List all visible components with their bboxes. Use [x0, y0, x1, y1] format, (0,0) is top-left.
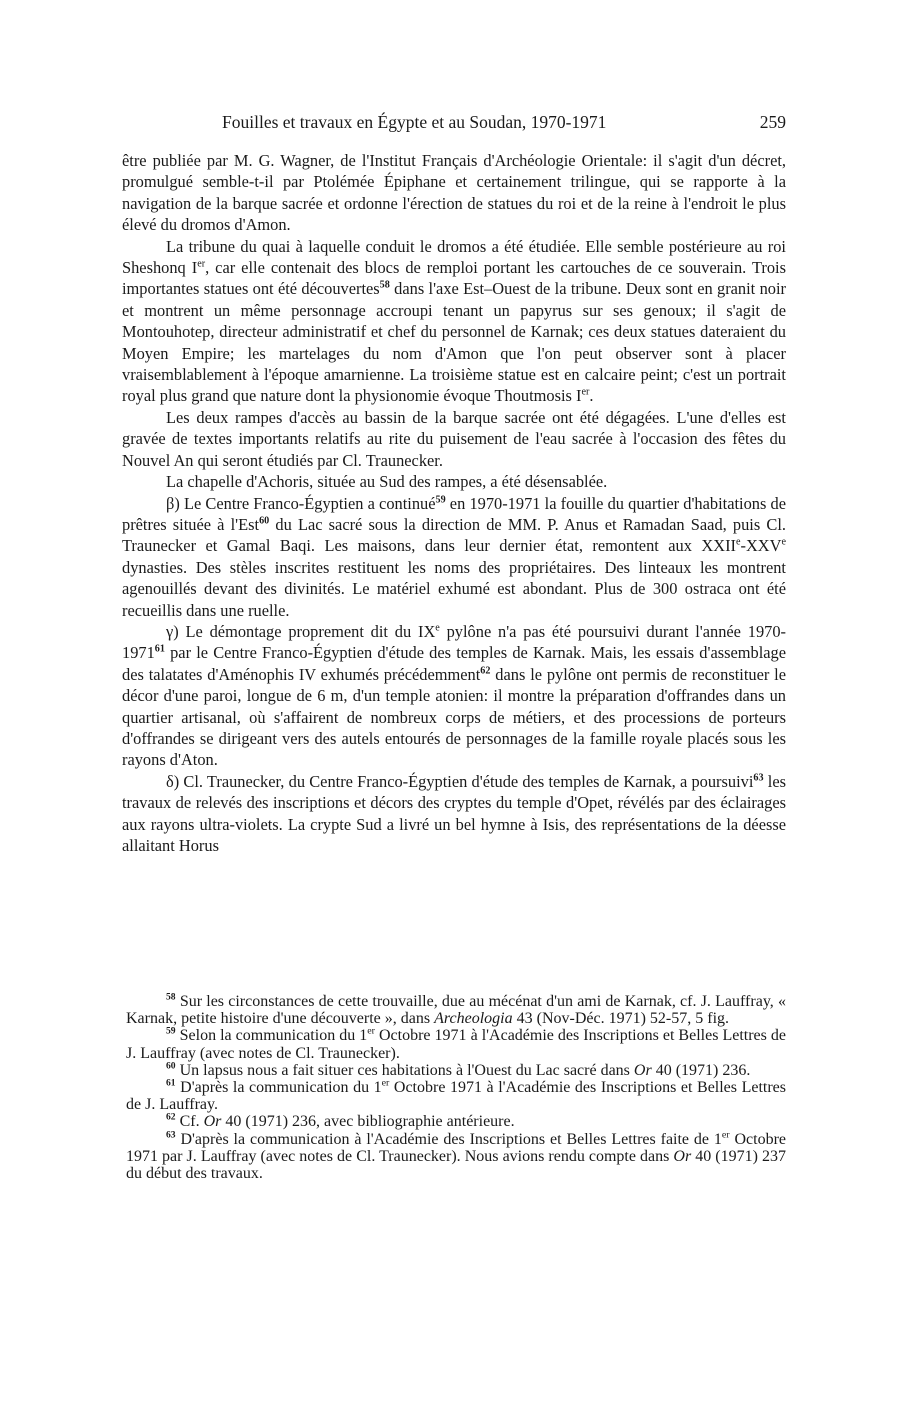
footnote-ref-63[interactable]: 63: [753, 772, 764, 784]
footnote-60: $^{60}$ Un lapsus nous a fait situer ces habitations à l'Ouest du Lac sacré dans Or 40 (1971) 236.: [166, 1060, 751, 1079]
paragraph-achoris: La chapelle d'Achoris, située au Sud des rampes, a été désensablée.: [166, 472, 608, 492]
footnote-61: $^{61}$ D'après la communication du 1er Octobre 1971 à l'Académie des Inscriptions et Belles Lettres de J. Lauffray.: [126, 1077, 786, 1114]
footnote-63: $^{63}$ D'après la communication à l'Académie des Inscriptions et Belles Lettres faite de 1er Octobre 1971 par J. Lauffray (avec notes de Cl. Traunecker). Nous avions rendu compte dans Or 40 (1971) 237 du début des travaux.: [126, 1129, 787, 1183]
footnote-58: $^{58}$ Sur les circonstances de cette trouvaille, due au mécénat d'un ami de Karnak, cf. J. Lauffray, « Karnak, petite histoire d'une découverte », dans Archeologia 43 (Nov-Déc. 1971) 52-57, 5 fig.: [126, 991, 786, 1028]
footnote-ref-58[interactable]: 58: [379, 279, 390, 291]
footnote-59: $^{59}$ Selon la communication du 1er Octobre 1971 à l'Académie des Inscriptions et Belles Lettres de J. Lauffray (avec notes de Cl. Traunecker).: [126, 1026, 786, 1062]
footnote-ref-60[interactable]: 60: [259, 515, 270, 527]
paragraph-delta: δ) Cl. Traunecker, du Centre Franco-Égyptien d'étude des temples de Karnak, a poursuivi$^{63}$ les travaux de relevés des inscriptions et décors des cryptes du temple d'Opet, révélés par des éclairages aux rayons ultra-violets. La crypte Sud a livré un bel hymne à Isis, des représentations de la déesse allaitant Horus: [122, 771, 786, 855]
main-text: [122, 150, 786, 856]
paragraph-gamma: γ) Le démontage proprement dit du IXe pylône n'a pas été poursuivi durant l'année 1970-1971$^{61}$ par le Centre Franco-Égyptien d'étude des temples de Karnak. Mais, les essais d'assemblage des talatates d'Aménophis IV exhumés précédemment$^{62}$ dans le pylône ont permis de reconstituer le décor d'une paroi, longue de 6 m, d'un temple atonien: il montre la préparation d'offrandes dans un quartier artisanal, où s'affairent de nombreux corps de métiers, et des processions de porteurs d'offrandes se dirigeant vers des autels entourés de personnages de la famille royale placés sous les rayons d'Aton.: [122, 621, 786, 770]
footnote-ref-62[interactable]: 62: [480, 665, 491, 677]
paragraph-tribune: La tribune du quai à laquelle conduit le dromos a été étudiée. Elle semble postérieure au roi Sheshonq Ier, car elle contenait des blocs de remploi portant les cartouches de ce souverain. Trois importantes statues ont été découvertes$^{58}$ dans l'axe Est–Ouest de la tribune. Deux sont en granit noir et montrent un même personnage accroupi tenant un papyrus sur ses genoux; il s'agit de Montouhotep, directeur administratif et chef du personnel de Karnak; ces deux statues dateraient du Moyen Empire; les martelages du nom d'Amon que l'on peut observer sont à placer vraisemblablement à l'époque amarnienne. La troisième statue est en calcaire peint; c'est un portrait royal plus grand que nature dont la physionomie évoque Thoutmosis Ier.: [122, 236, 786, 406]
footnote-ref-59[interactable]: 59: [435, 494, 446, 506]
running-title: Fouilles et travaux en Égypte et au Soudan, 1970-1971: [222, 112, 607, 132]
paragraph-decree: être publiée par M. G. Wagner, de l'Institut Français d'Archéologie Orientale: il s'agit d'un décret, promulgué semble-t-il par Ptolémée Épiphane et certainement trilingue, qui se rapporte à la navigation de la barque sacrée et ordonne l'érection de statues du roi et de la reine à l'endroit le plus élevé du dromos d'Amon.: [122, 151, 786, 235]
footnote-62: $^{62}$ Cf. Or 40 (1971) 236, avec bibliographie antérieure.: [166, 1112, 515, 1131]
running-header: [122, 112, 786, 142]
page-number: 259: [759, 112, 786, 132]
footnote-ref-61[interactable]: 61: [154, 643, 165, 655]
paragraph-beta: β) Le Centre Franco-Égyptien a continué$^{59}$ en 1970-1971 la fouille du quartier d'habitations de prêtres située à l'Est$^{60}$ du Lac sacré sous la direction de MM. P. Anus et Ramadan Saad, puis Cl. Traunecker et Gamal Baqi. Les maisons, dans leur dernier état, remontent aux XXIIe-XXVe dynasties. Des stèles inscrites restituent les noms des propriétaires. Des linteaux les montrent agenouillés devant des divinités. Le matériel exhumé est abondant. Plus de 300 ostraca ont été recueillis dans une ruelle.: [122, 493, 786, 620]
paragraph-rampes: Les deux rampes d'accès au bassin de la barque sacrée ont été dégagées. L'une d'elles est gravée de textes importants relatifs au rite du puisement de l'eau sacrée à l'occasion des fêtes du Nouvel An qui seront étudiés par Cl. Traunecker.: [122, 407, 786, 470]
footnotes: [126, 993, 786, 1182]
